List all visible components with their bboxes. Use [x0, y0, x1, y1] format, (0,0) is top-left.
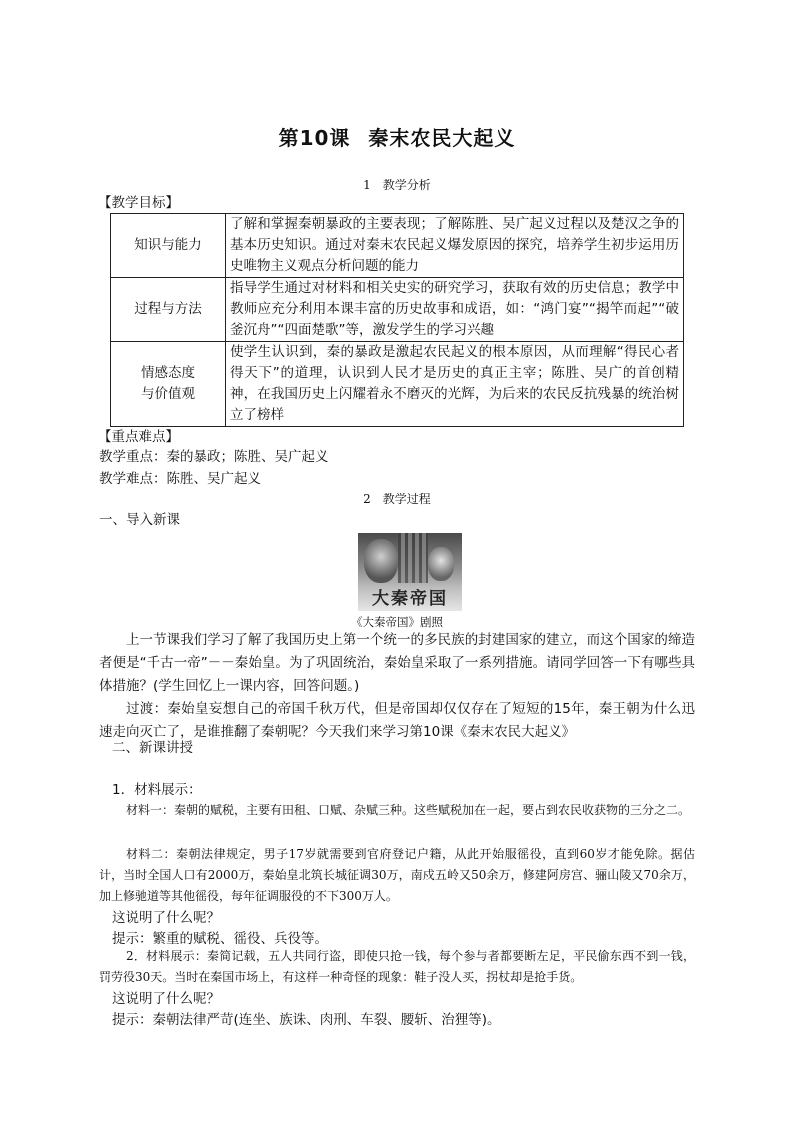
intro-paragraph: 上一节课我们学习了解了我国历史上第一个统一的多民族的封建国家的建立，而这个国家的缔造者便是“千古一帝”－－秦始皇。为了巩固统治，秦始皇采取了一系列措施。请同学回答一下有哪些具体措施？(学生回忆上一课内容，回答问题。) — [99, 632, 695, 694]
question-2: 这说明了什么呢？ — [112, 991, 220, 1007]
table-row — [111, 214, 684, 278]
drama-still-image — [358, 533, 462, 611]
difficulty-heading: 【重点难点】 — [98, 429, 179, 445]
goal-key-line2: 与价值观 — [141, 386, 195, 402]
question-1: 这说明了什么呢？ — [112, 910, 220, 926]
goals-table — [110, 213, 684, 427]
section-heading-process: 2 教学过程 — [363, 492, 431, 506]
goal-value: 了解和掌握秦朝暴政的主要表现；了解陈胜、吴广起义过程以及楚汉之争的基本历史知识。通过对秦末农民起义爆发原因的探究，培养学生初步运用历史唯物主义观点分析问题的能力 — [226, 214, 684, 278]
material-2-text: 材料二：秦朝法律规定，男子17岁就需要到官府登记户籍，从此开始服徭役，直到60岁才能免除。据估计，当时全国人口有2000万，秦始皇北筑长城征调30万，南戍五岭又50余万，修建阿房宫、骊山陵又70余万，加上修驰道等其他徭役，每年征调服役的不下300万人。 — [99, 847, 695, 903]
intro-heading: 一、导入新课 — [99, 512, 180, 528]
key-point: 教学重点：秦的暴政；陈胜、吴广起义 — [99, 449, 329, 465]
hint-2: 提示：秦朝法律严苛(连坐、族诛、肉刑、车裂、腰斩、治狸等)。 — [112, 1012, 501, 1028]
drama-logo: 大秦帝国 — [372, 589, 448, 609]
material-3-text: 2．材料展示：秦简记载，五人共同行盗，即使只抢一钱，每个参与者都要断左足，平民偷东西不到一钱，罚劳役30天。当时在秦国市场上，有这样一种奇怪的现象：鞋子没人买，拐杖却是抢手货。 — [99, 949, 695, 984]
transition-paragraph: 过渡：秦始皇妄想自己的帝国千秋万代，但是帝国却仅仅存在了短短的15年，秦王朝为什么迅速走向灭亡了，是谁推翻了秦朝呢？今天我们来学习第10课《秦末农民大起义》 — [99, 701, 695, 740]
table-row — [111, 342, 684, 427]
goal-value: 指导学生通过对材料和相关史实的研究学习，获取有效的历史信息；教学中教师应充分利用本课丰富的历史故事和成语，如：“鸿门宴”“揭竿而起”“破釜沉舟”“四面楚歌”等，激发学生的学习兴趣 — [226, 278, 684, 342]
goal-key — [111, 342, 226, 427]
material-1-label: 1．材料展示： — [112, 782, 202, 798]
section-heading-analysis: 1 教学分析 — [363, 178, 431, 192]
difficult-point: 教学难点：陈胜、吴广起义 — [99, 471, 261, 487]
lesson-name: 秦末农民大起义 — [368, 126, 516, 150]
hint-1: 提示：繁重的赋税、徭役、兵役等。 — [112, 931, 328, 947]
material-1-text: 材料一：秦朝的赋税，主要有田租、口赋、杂赋三种。这些赋税加在一起，要占到农民收获物的三分之二。 — [126, 803, 691, 817]
goals-heading: 【教学目标】 — [98, 195, 179, 211]
image-caption: 《大秦帝国》剧照 — [351, 615, 443, 629]
goal-key: 知识与能力 — [111, 214, 226, 278]
goal-key: 过程与方法 — [111, 278, 226, 342]
lesson-title — [0, 122, 794, 151]
goal-value: 使学生认识到，秦的暴政是激起农民起义的根本原因，从而理解“得民心者得天下”的道理，认识到人民才是历史的真正主宰；陈胜、吴广的首创精神，在我国历史上闪耀着永不磨灭的光辉，为后来的农民反抗残暴的统治树立了榜样 — [226, 342, 684, 427]
goal-key-line1: 情感态度 — [141, 365, 195, 381]
new-lesson-heading: 二、新课讲授 — [112, 740, 193, 756]
table-row — [111, 278, 684, 342]
lesson-number: 第10课 — [278, 126, 351, 150]
